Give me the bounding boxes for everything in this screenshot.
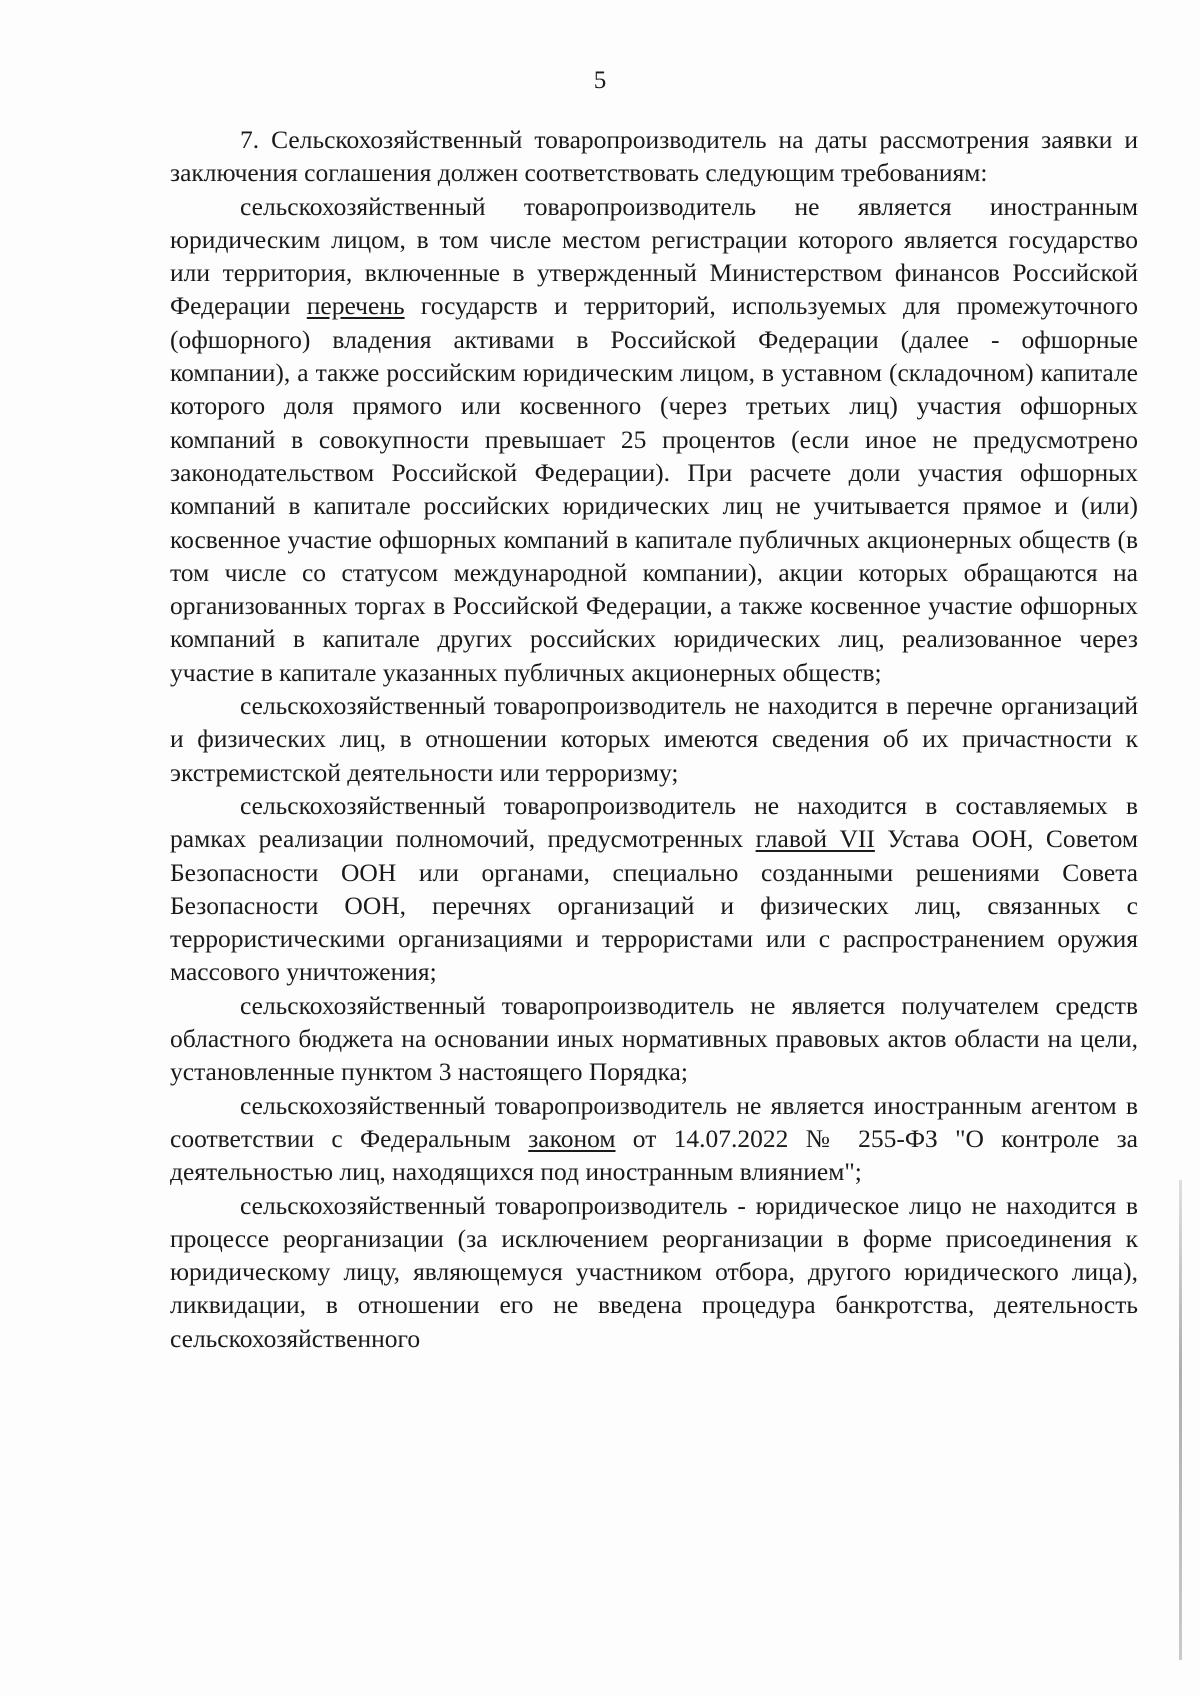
document-body (170, 123, 1138, 1355)
paragraph-text: 7. Сельскохозяйственный товаропроизводитель на даты рассмотрения заявки и заключения соглашения должен соответствовать следующим требованиям: (170, 125, 1138, 188)
paragraph (170, 789, 1138, 989)
scan-edge-artifact (1179, 1180, 1182, 1660)
paragraph-text: сельскохозяйственный товаропроизводитель не является получателем средств областного бюджета на основании иных нормативных правовых актов области на цели, установленные пунктом 3 настоящего Порядка; (170, 990, 1138, 1087)
paragraph (170, 123, 1138, 190)
paragraph (170, 190, 1138, 689)
paragraph-text: государств и территорий, используемых для промежуточного (офшорного) владения активами в Российской Федерации (далее - офшорные компании), а также российским юридическим лицом, в уставном (складочном) капитале которого доля прямого или косвенного (через третьих лиц) участия офшорных компаний в совокупности превышает 25 процентов (если иное не предусмотрено законодательством Российской Федерации). При расчете доли участия офшорных компаний в капитале российских юридических лиц не учитывается прямое и (или) косвенное участие офшорных компаний в капитале публичных акционерных обществ (в том числе со статусом международной компании), акции которых обращаются на организованных торгах в Российской Федерации, а также косвенное участие офшорных компаний в капитале других российских юридических лиц, реализованное через участие в капитале указанных публичных акционерных обществ; (170, 291, 1138, 687)
paragraph-text: Устава ООН, Советом Безопасности ООН или органами, специально созданными решениями Совета Безопасности ООН, перечнях организаций и физических лиц, связанных с террористическими организациями и террористами или с распространением оружия массового уничтожения; (170, 824, 1138, 987)
paragraph (170, 1189, 1138, 1355)
reference-link[interactable]: главой VII (755, 824, 875, 854)
paragraph (170, 989, 1138, 1089)
paragraph-text: сельскохозяйственный товаропроизводитель не находится в составляемых в рамках реализации полномочий, предусмотренных (170, 790, 1138, 854)
paragraph (170, 1089, 1138, 1189)
paragraph-text: сельскохозяйственный товаропроизводитель не является иностранным агентом в соответствии с Федеральным (170, 1090, 1138, 1153)
paragraph-text: сельскохозяйственный товаропроизводитель не является иностранным юридическим лицом, в том числе местом регистрации которого является государство или территория, включенные в утвержденный Министерством финансов Российской Федерации (170, 191, 1138, 321)
paragraph-text: сельскохозяйственный товаропроизводитель - юридическое лицо не находится в процессе реорганизации (за исключением реорганизации в форме присоединения к юридическому лицу, являющемуся участником отбора, другого юридического лица), ликвидации, в отношении его не введена процедура банкротства, деятельность сельскохозяйственного (170, 1190, 1138, 1353)
page-number: 5 (593, 67, 607, 94)
reference-link[interactable]: перечень (306, 291, 405, 321)
paragraph (170, 689, 1138, 789)
paragraph-text: сельскохозяйственный товаропроизводитель не находится в перечне организаций и физических лиц, в отношении которых имеются сведения об их причастности к экстремистской деятельности или терроризму; (170, 691, 1138, 787)
reference-link[interactable]: законом (528, 1123, 616, 1153)
paragraph-text: от 14.07.2022 № 255-ФЗ "О контроле за деятельностью лиц, находящихся под иностранным влиянием"; (170, 1123, 1139, 1187)
